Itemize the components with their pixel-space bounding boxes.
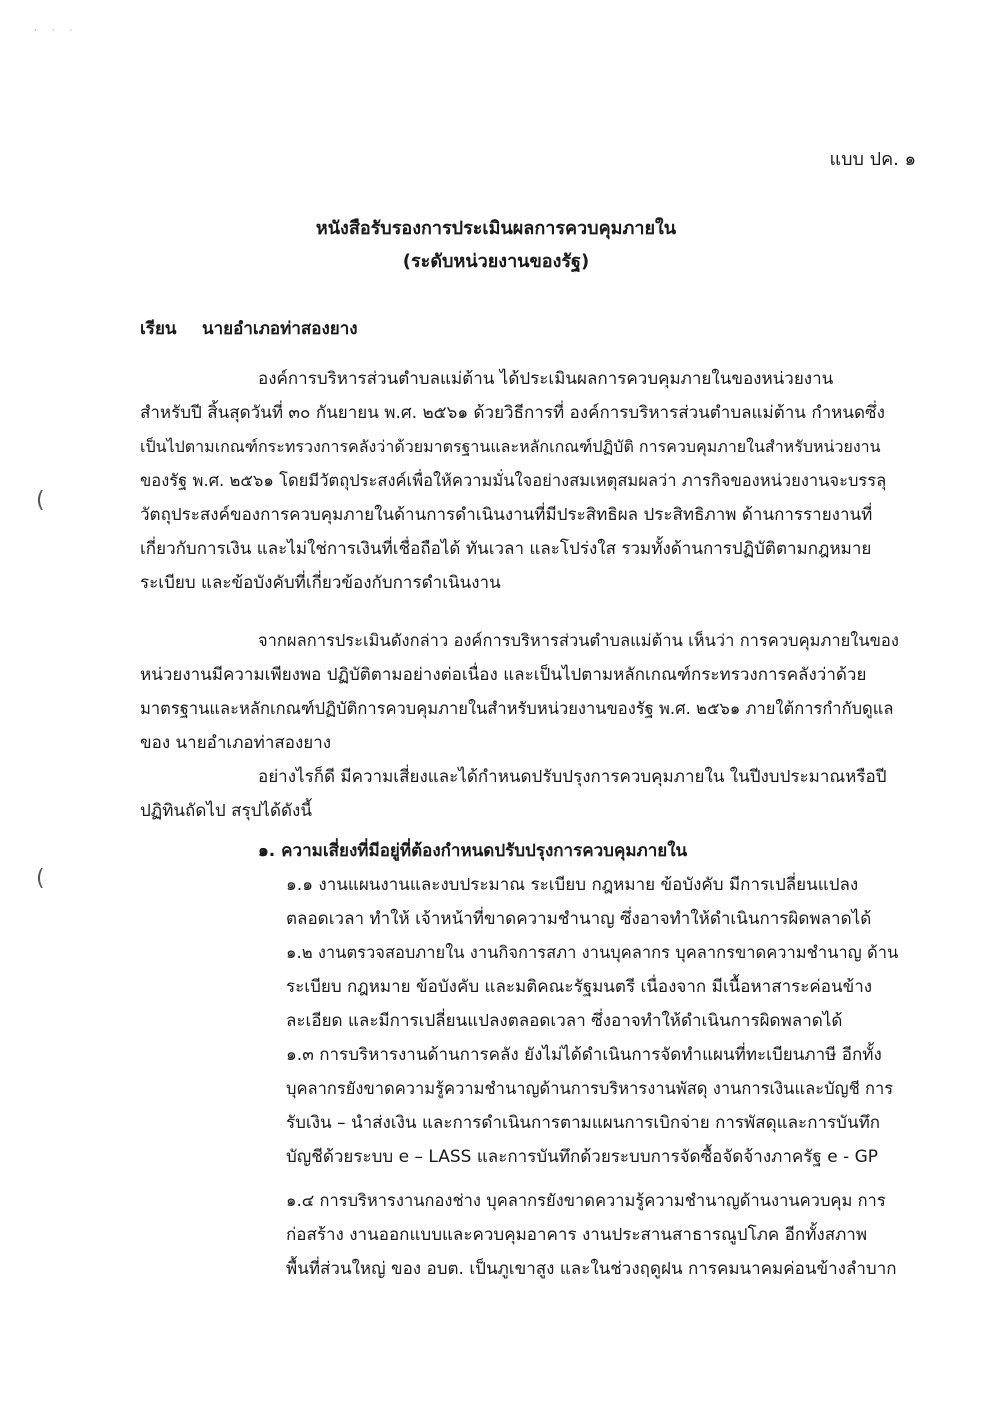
para1-line: สำหรับปี สิ้นสุดวันที่ ๓๐ กันยายน พ.ศ. ๒๕๖๑ ด้วยวิธีการที่ องค์การบริหารส่วนตำบลแม่ต้าน กำหนดซึ่ง xyxy=(140,403,885,423)
item-1-4-line: พื้นที่ส่วนใหญ่ ของ อบต. เป็นภูเขาสูง และในช่วงฤดูฝน การคมนาคมค่อนข้างลำบาก xyxy=(286,1259,897,1279)
item-1-3-line: ๑.๓ การบริหารงานด้านการคลัง ยังไม่ได้ดำเนินการจัดทำแผนที่ทะเบียนภาษี อีกทั้ง xyxy=(286,1045,882,1065)
para2-line: มาตรฐานและหลักเกณฑ์ปฏิบัติการควบคุมภายในสำหรับหน่วยงานของรัฐ พ.ศ. ๒๕๖๑ ภายใต้การกำกับดูแล xyxy=(140,699,894,718)
item-1-2-line: ระเบียบ กฎหมาย ข้อบังคับ และมติคณะรัฐมนตรี เนื่องจาก มีเนื้อหาสาระค่อนข้าง xyxy=(286,977,873,997)
item-1-2-line: ๑.๒ งานตรวจสอบภายใน งานกิจการสภา งานบุคลากร บุคลากรขาดความชำนาญ ด้าน xyxy=(286,943,899,962)
para2-line: จากผลการประเมินดังกล่าว องค์การบริหารส่วนตำบลแม่ต้าน เห็นว่า การควบคุมภายในของ xyxy=(258,631,899,650)
para3-line: อย่างไรก็ดี มีความเสี่ยงและได้กำหนดปรับปรุงการควบคุมภายใน ในปีงบประมาณหรือปี xyxy=(258,767,887,787)
item-1-3-line: รับเงิน – นำส่งเงิน และการดำเนินการตามแผนการเบิกจ่าย การพัสดุและการบันทึก xyxy=(286,1113,881,1133)
para1-line: เกี่ยวกับการเงิน และไม่ใช่การเงินที่เชื่อถือได้ ทันเวลา และโปร่งใส รวมทั้งด้านการปฏิบัติตามกฎหมาย xyxy=(140,539,872,559)
item-1-3-line: บัญชีด้วยระบบ e – LASS และการบันทึกด้วยระบบการจัดซื้อจัดจ้างภาครัฐ e - GP xyxy=(286,1147,879,1167)
para1-line: ระเบียบ และข้อบังคับที่เกี่ยวข้องกับการดำเนินงาน xyxy=(140,573,501,593)
item-1-4-line: ๑.๔ การบริหารงานกองช่าง บุคลากรยังขาดความรู้ความชำนาญด้านงานควบคุม การ xyxy=(286,1191,886,1210)
item-1-3-line: บุคลากรยังขาดความรู้ความชำนาญด้านการบริหารงานพัสดุ งานการเงินและบัญชี การ xyxy=(286,1079,894,1098)
item-1-2-line: ละเอียด และมีการเปลี่ยนแปลงตลอดเวลา ซึ่งอาจทำให้ดำเนินการผิดพลาดได้ xyxy=(286,1011,843,1031)
para1-line: ของรัฐ พ.ศ. ๒๕๖๑ โดยมีวัตถุประสงค์เพื่อให้ความมั่นใจอย่างสมเหตุสมผลว่า ภารกิจของหน่วยงานจะบรรลุ xyxy=(140,471,887,490)
item-1-1-line: ๑.๑ งานแผนงานและงบประมาณ ระเบียบ กฎหมาย ข้อบังคับ มีการเปลี่ยนแปลง xyxy=(286,875,859,895)
scan-specks: · · · xyxy=(34,26,79,36)
item-1-1-line: ตลอดเวลา ทำให้ เจ้าหน้าที่ขาดความชำนาญ ซึ่งอาจทำให้ดำเนินการผิดพลาดได้ xyxy=(286,909,872,929)
salutation-label: เรียน xyxy=(140,319,177,339)
para1-line: วัตถุประสงค์ของการควบคุมภายในด้านการดำเนินงานที่มีประสิทธิผล ประสิทธิภาพ ด้านการรายงานที่ xyxy=(140,505,873,525)
document-title: หนังสือรับรองการประเมินผลการควบคุมภายใน xyxy=(315,218,677,239)
para1-line: เป็นไปตามเกณฑ์กระทรวงการคลังว่าด้วยมาตรฐานและหลักเกณฑ์ปฏิบัติ การควบคุมภายในสำหรับหน่วยงาน xyxy=(140,437,881,456)
para3-line: ปฏิทินถัดไป สรุปได้ดังนี้ xyxy=(140,801,312,821)
document-subtitle: (ระดับหน่วยงานของรัฐ) xyxy=(402,251,590,272)
salutation-name: นายอำเภอท่าสองยาง xyxy=(202,319,358,339)
para2-line: หน่วยงานมีความเพียงพอ ปฏิบัติตามอย่างต่อเนื่อง และเป็นไปตามหลักเกณฑ์กระทรวงการคลังว่าด้วย xyxy=(140,665,867,685)
section1-heading: ๑. ความเสี่ยงที่มีอยู่ที่ต้องกำหนดปรับปรุงการควบคุมภายใน xyxy=(258,841,688,861)
item-1-4-line: ก่อสร้าง งานออกแบบและควบคุมอาคาร งานประสานสาธารณูปโภค อีกทั้งสภาพ xyxy=(286,1225,868,1245)
punch-hole-mark: ( xyxy=(36,488,45,513)
form-code: แบบ ปค. ๑ xyxy=(829,149,916,170)
punch-hole-mark: ( xyxy=(36,866,45,891)
para2-line: ของ นายอำเภอท่าสองยาง xyxy=(140,733,332,753)
para1-line: องค์การบริหารส่วนตำบลแม่ต้าน ได้ประเมินผลการควบคุมภายในของหน่วยงาน xyxy=(258,369,834,389)
